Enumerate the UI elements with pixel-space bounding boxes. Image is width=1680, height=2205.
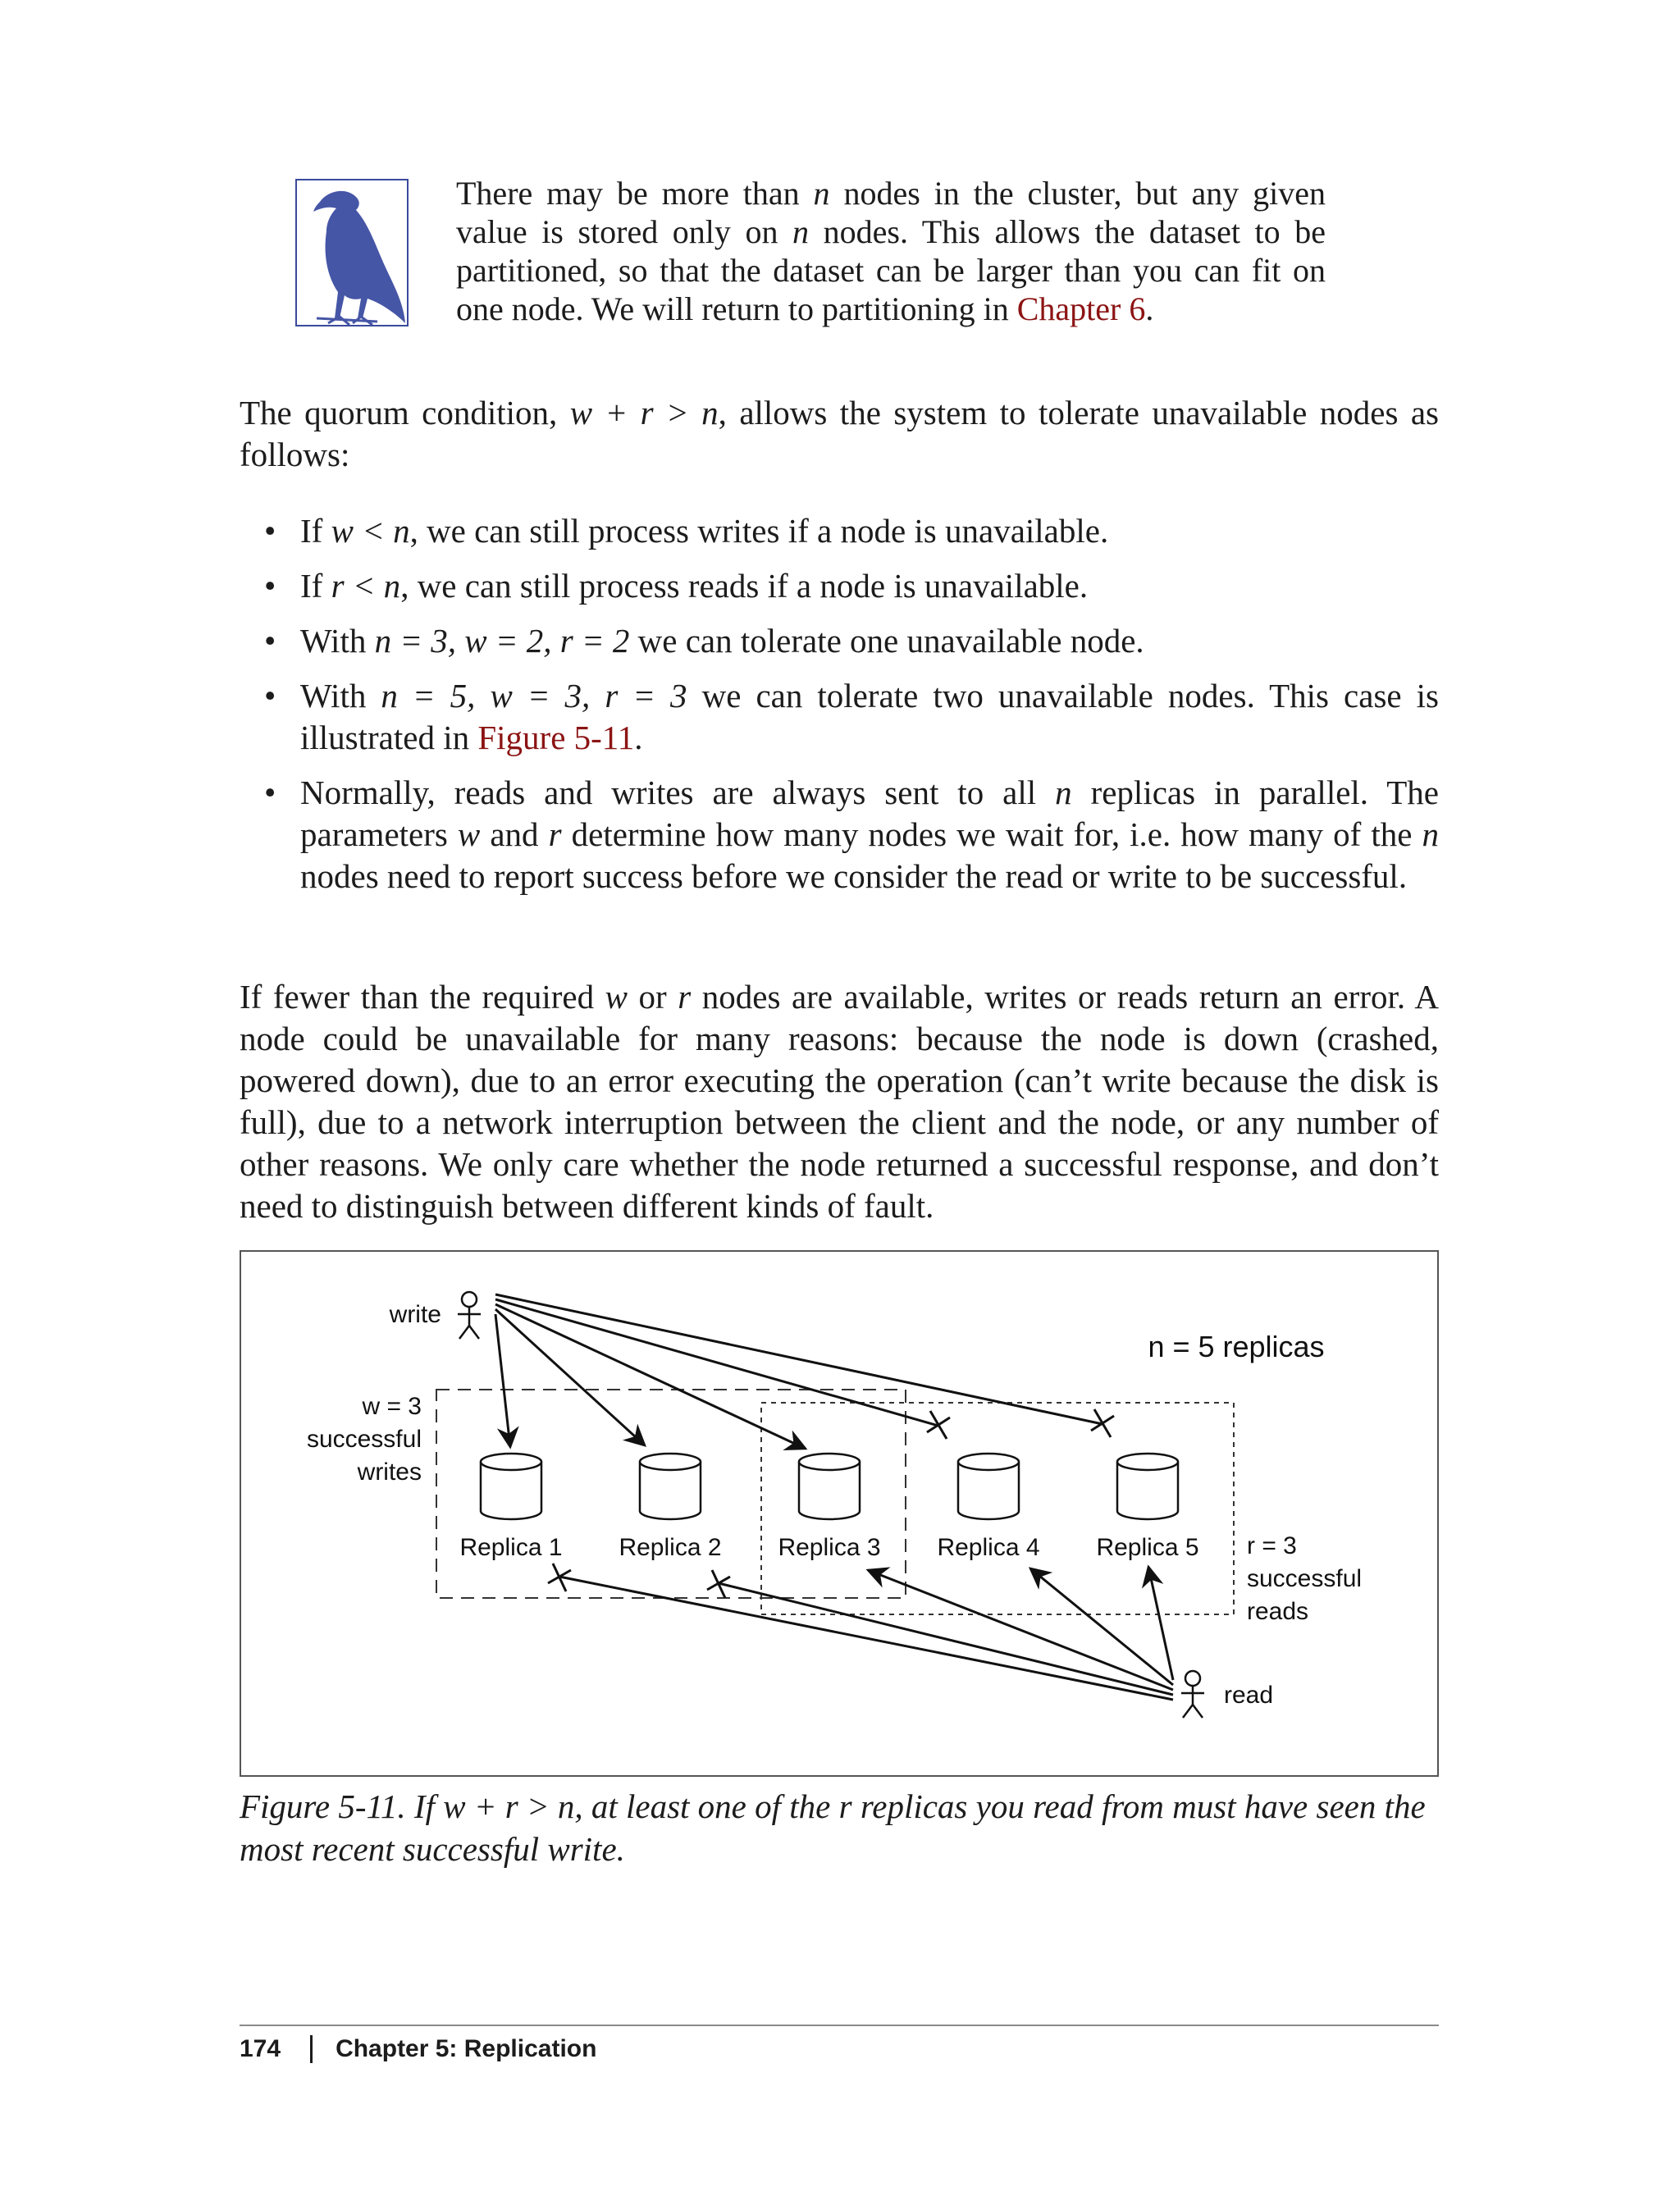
replica-1-database-icon [481,1454,541,1519]
replica-label: Replica 5 [1096,1534,1199,1561]
replica-5-database-icon [1117,1454,1178,1519]
note-text: There may be more than n nodes in the cluster, but any given value is stored only on n nodes. This allows the dataset to be partitioned, so that the dataset can be larger than you can fit on one node. We will return to partitioning in Chapter 6. [456,175,1326,327]
quorum-bullet-list [240,510,1439,911]
replica-label: Replica 4 [937,1534,1040,1561]
list-item: • Normally, reads and writes are always sent to all n replicas in parallel. The parameters w and r determine how many nodes we wait for, i.e. how many of the n nodes need to report success before we consider the read or write to be successful. [240,772,1439,897]
figure-5-11-link[interactable]: Figure 5-11 [477,719,635,756]
page-number: 174 [240,2035,281,2062]
unavailable-nodes-paragraph: If fewer than the required w or r nodes are available, writes or reads return an error. A node could be unavailable for many reasons: because the node is down (crashed, powered down), due to an error executing the operation (can’t write because the disk is full), due to a network interruption between the client and the node, or any number of other reasons. We only care whether the node returned a successful response, and don’t need to distinguish between different kinds of fault. [240,978,1440,1225]
replicas-count-label: n = 5 replicas [1148,1330,1325,1363]
figure-caption: Figure 5-11. If w + r > n, at least one of the r replicas you read from must have seen the most recent successful write. [240,1787,1426,1868]
r-label-line-2: successful [1247,1565,1363,1592]
w-label-line-1: w = 3 [362,1393,422,1420]
replica-2-database-icon [640,1454,701,1519]
replica-3-database-icon [799,1454,860,1519]
replica-label: Replica 1 [459,1534,563,1561]
running-chapter-title: Chapter 5: Replication [336,2035,597,2062]
write-label: write [389,1301,441,1328]
footer-separator [310,2035,313,2063]
w-label-line-3: writes [357,1459,422,1486]
w-label-line-2: successful [306,1426,422,1453]
list-item: • With n = 3, w = 2, r = 2 we can tolerate one unavailable node. [240,620,1439,662]
replica-label: Replica 3 [778,1534,881,1561]
r-label-line-1: r = 3 [1247,1532,1297,1559]
replica-label: Replica 2 [619,1534,722,1561]
read-label: read [1224,1682,1274,1709]
r-label-line-3: reads [1247,1598,1309,1625]
list-item: • If r < n, we can still process reads if a node is unavailable. [240,565,1439,607]
list-item: • With n = 5, w = 3, r = 3 we can tolerate two unavailable nodes. This case is illustrated in Figure 5-11. [240,675,1439,759]
crow-icon [295,179,409,326]
quorum-diagram [240,1250,1439,1777]
footer-divider [240,2025,1439,2026]
chapter-6-link[interactable]: Chapter 6 [1016,290,1146,327]
list-item: • If w < n, we can still process writes if a node is unavailable. [240,510,1439,552]
replica-4-database-icon [958,1454,1019,1519]
quorum-intro-paragraph: The quorum condition, w + r > n, allows the system to tolerate unavailable nodes as follows: [240,394,1439,473]
page-footer [240,2033,596,2066]
